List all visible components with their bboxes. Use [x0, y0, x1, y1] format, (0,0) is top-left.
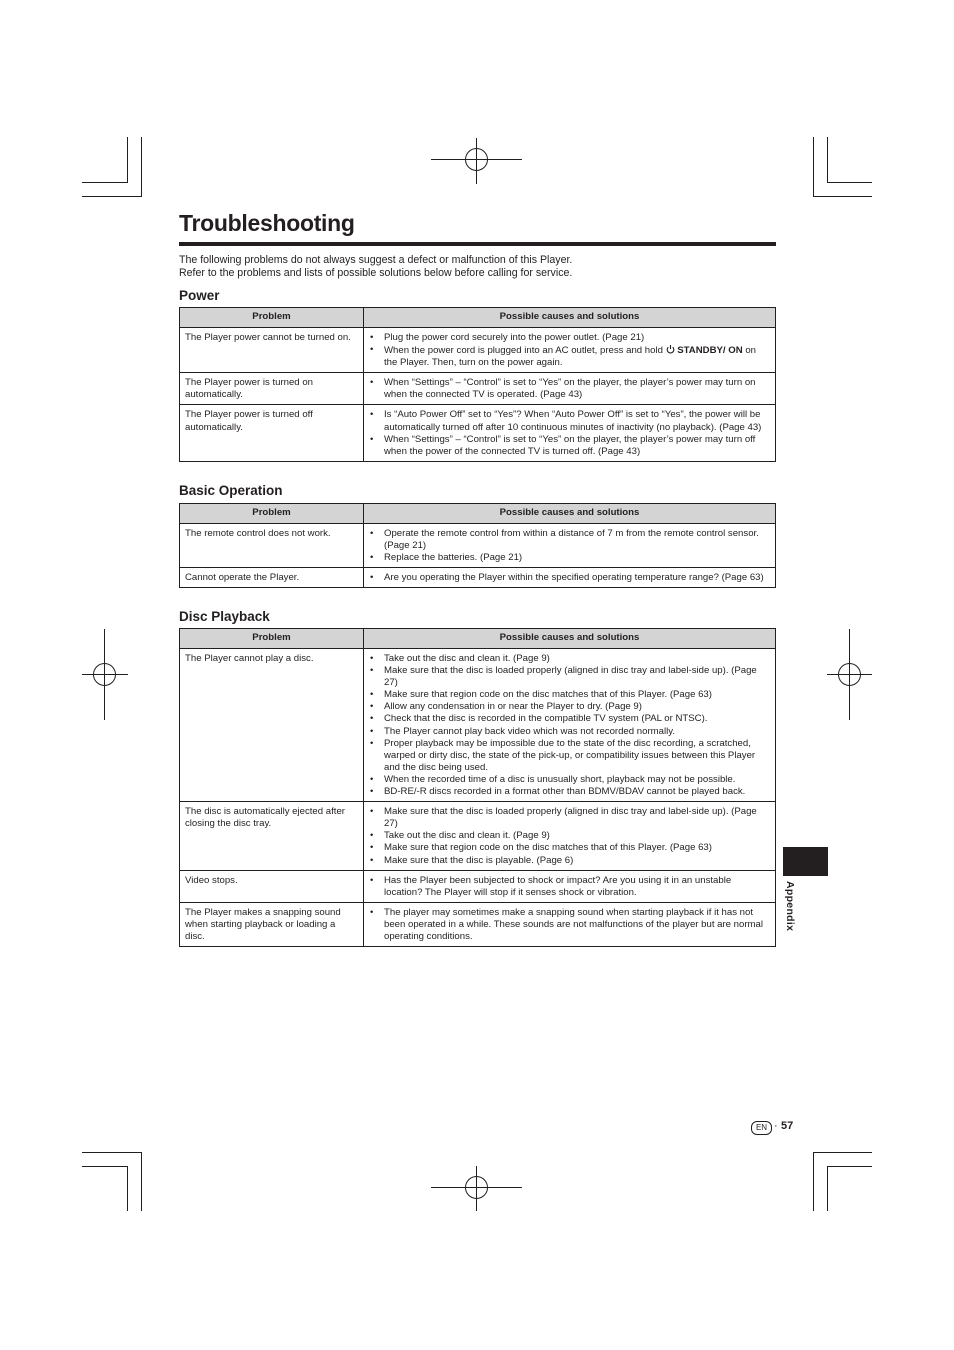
problem-cell: The remote control does not work. [180, 524, 364, 568]
intro-line-2: Refer to the problems and lists of possible solutions below before calling for service. [179, 267, 573, 279]
header-problem: Problem [180, 629, 364, 649]
solution-item: • Check that the disc is recorded in the compatible TV system (PAL or NTSC). [379, 713, 770, 725]
problem-cell: The Player power is turned off automatically. [180, 405, 364, 461]
solution-item [379, 344, 770, 369]
header-solutions: Possible causes and solutions [364, 504, 776, 524]
solutions-cell [364, 902, 776, 946]
table-row [180, 870, 776, 902]
problem-cell: The disc is automatically ejected after closing the disc tray. [180, 802, 364, 870]
basic-operation-table [179, 503, 776, 588]
page-title: Troubleshooting [179, 210, 355, 236]
solution-item: • When “Settings” – “Control” is set to “Yes” on the player, the player’s power may turn off when the power of the connected TV is turned off. (Page 43) [379, 434, 770, 458]
table-header-row [180, 308, 776, 328]
solution-item: • Has the Player been subjected to shock or impact? Are you using it in an unstable location? The Player will stop if it senses shock or vibration. [379, 875, 770, 899]
section-tab-marker [783, 847, 828, 876]
problem-cell: The Player makes a snapping sound when starting playback or loading a disc. [180, 902, 364, 946]
solution-item: • BD-RE/-R discs recorded in a format other than BDMV/BDAV cannot be played back. [379, 786, 770, 798]
solution-item: • Are you operating the Player within the specified operating temperature range? (Page 63) [379, 572, 770, 584]
solution-text: When the power cord is plugged into an AC outlet, press and hold [384, 345, 666, 357]
page-number: 57 [781, 1120, 794, 1132]
header-problem: Problem [180, 504, 364, 524]
problem-cell: The Player power cannot be turned on. [180, 328, 364, 373]
solution-item: • Operate the remote control from within a distance of 7 m from the remote control sensor. (Page 21) [379, 528, 770, 552]
problem-cell: Cannot operate the Player. [180, 568, 364, 588]
intro-line-1: The following problems do not always suggest a defect or malfunction of this Player. [179, 254, 573, 266]
table-header-row [180, 504, 776, 524]
standby-on-label: STANDBY/ ON [677, 345, 743, 357]
solutions-cell [364, 405, 776, 461]
solution-item: • When the recorded time of a disc is unusually short, playback may not be possible. [379, 774, 770, 786]
problem-cell: The Player power is turned on automatically. [180, 373, 364, 405]
table-row [180, 328, 776, 373]
header-solutions: Possible causes and solutions [364, 308, 776, 328]
solutions-cell [364, 373, 776, 405]
solution-item: • Take out the disc and clean it. (Page 9) [379, 653, 770, 665]
table-row [180, 902, 776, 946]
solution-text: on the Player. Then, turn on the power again. [384, 345, 756, 369]
solutions-cell [364, 802, 776, 870]
power-icon [666, 344, 675, 354]
solutions-cell [364, 870, 776, 902]
solution-item: • Proper playback may be impossible due to the state of the disc recording, a scratched, warped or dirty disc, the state of the pick-up, or compatibility issues between this Player and the disc being used. [379, 738, 770, 774]
title-rule [179, 242, 776, 246]
solution-item: • Make sure that region code on the disc matches that of this Player. (Page 63) [379, 842, 770, 854]
solution-item: • The Player cannot play back video which was not recorded normally. [379, 726, 770, 738]
table-row [180, 802, 776, 870]
solutions-cell [364, 524, 776, 568]
solution-item: • Make sure that the disc is loaded properly (aligned in disc tray and label-side up). (Page 27) [379, 806, 770, 830]
solution-item: • Is “Auto Power Off” set to “Yes”? When “Auto Power Off” is set to “Yes”, the power will be automatically turned off after 10 continuous minutes of inactivity (no playback). (Page 43) [379, 409, 770, 433]
solutions-cell [364, 568, 776, 588]
disc-playback-table [179, 628, 776, 947]
table-row [180, 524, 776, 568]
solutions-cell [364, 328, 776, 373]
language-badge: EN [751, 1121, 772, 1135]
page-separator: · [774, 1120, 778, 1132]
table-row [180, 649, 776, 802]
solution-item: • Make sure that the disc is loaded properly (aligned in disc tray and label-side up). (Page 27) [379, 665, 770, 689]
side-tab-label: Appendix [784, 881, 796, 932]
intro-text [179, 254, 572, 280]
section-heading-disc-playback: Disc Playback [179, 609, 270, 624]
table-row [180, 405, 776, 461]
problem-cell: Video stops. [180, 870, 364, 902]
solution-item: • Make sure that region code on the disc matches that of this Player. (Page 63) [379, 689, 770, 701]
solution-item: • Make sure that the disc is playable. (Page 6) [379, 855, 770, 867]
solution-item: • Take out the disc and clean it. (Page 9) [379, 830, 770, 842]
table-header-row [180, 629, 776, 649]
solution-item: • When “Settings” – “Control” is set to “Yes” on the player, the player’s power may turn on when the connected TV is operated. (Page 43) [379, 377, 770, 401]
solutions-cell [364, 649, 776, 802]
solution-item: • Allow any condensation in or near the Player to dry. (Page 9) [379, 701, 770, 713]
solution-item: • Plug the power cord securely into the power outlet. (Page 21) [379, 332, 770, 344]
table-row [180, 568, 776, 588]
table-row [180, 373, 776, 405]
header-solutions: Possible causes and solutions [364, 629, 776, 649]
power-table [179, 307, 776, 462]
section-heading-power: Power [179, 288, 220, 303]
problem-cell: The Player cannot play a disc. [180, 649, 364, 802]
solution-item: • The player may sometimes make a snapping sound when starting playback if it has not been operated in a while. These sounds are not malfunctions of the player but are normal operating conditions. [379, 907, 770, 943]
header-problem: Problem [180, 308, 364, 328]
solution-item: • Replace the batteries. (Page 21) [379, 552, 770, 564]
section-heading-basic-operation: Basic Operation [179, 483, 283, 498]
